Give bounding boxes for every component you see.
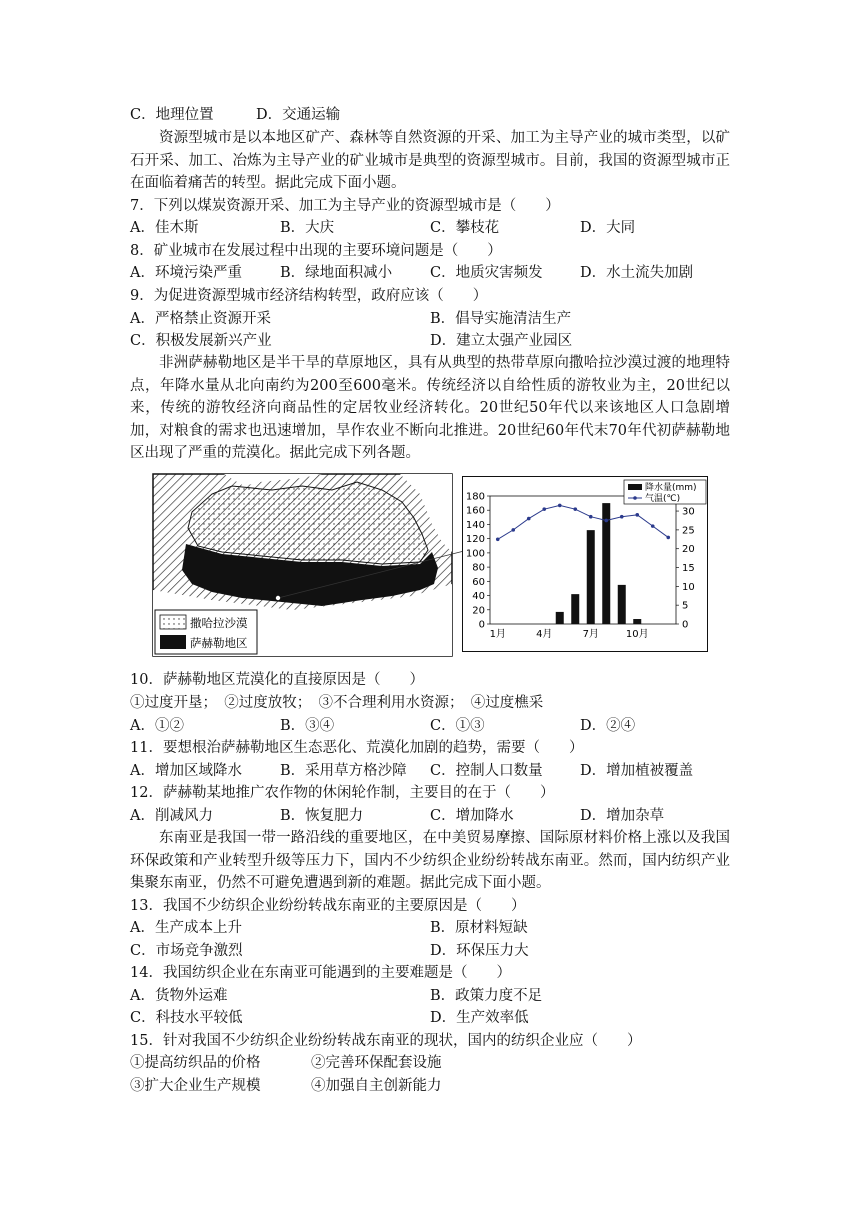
y-left-tick-label: 100 — [465, 548, 485, 560]
passage-southeast-asia: 东南亚是我国一带一路沿线的重要地区，在中美贸易摩擦、国际原材料价格上涨以及我国环保政策和产业转型升级等压力下，国内不少纺织企业纷纷转战东南亚。然而，国内纺织产业集聚东南亚，仍然不可避免遭遇到新的难题。据此完成下面小题。 — [130, 830, 730, 891]
q12-stem: 12．萨赫勒某地推广农作物的休闲轮作制，主要目的在于（ ） — [130, 785, 555, 801]
q7-stem: 7．下列以煤炭资源开采、加工为主导产业的资源型城市是（ ） — [130, 198, 560, 214]
q7-option-b: B．大庆 — [280, 220, 335, 236]
q13-option-d: D．环保压力大 — [430, 943, 529, 959]
q13-option-b: B．原材料短缺 — [430, 920, 528, 936]
y-right-tick-label: 10 — [682, 581, 695, 593]
temperature-point — [635, 513, 639, 517]
temperature-point — [620, 515, 624, 519]
q8-option-b: B．绿地面积减小 — [280, 265, 393, 281]
q9-stem: 9．为促进资源型城市经济结构转型，政府应该（ ） — [130, 288, 488, 304]
q11-option-b: B．采用草方格沙障 — [280, 763, 407, 779]
figure-map-and-climate-chart — [152, 472, 708, 658]
q15-item-2: ②完善环保配套设施 — [311, 1055, 442, 1071]
y-left-tick-label: 160 — [465, 505, 485, 517]
q9-option-b: B．倡导实施清洁生产 — [430, 311, 572, 327]
q13-stem: 13．我国不少纺织企业纷纷转战东南亚的主要原因是（ ） — [130, 898, 526, 914]
passage-resource-cities: 资源型城市是以本地区矿产、森林等自然资源的开采、加工为主导产业的城市类型，以矿石开采、加工、冶炼为主导产业的矿业城市是典型的资源型城市。目前，我国的资源型城市正在面临着痛苦的转型。据此完成下面小题。 — [130, 130, 730, 191]
q11-option-c: C．控制人口数量 — [430, 763, 543, 779]
y-left-tick-label: 80 — [472, 562, 485, 574]
y-right-tick-label: 25 — [682, 525, 695, 537]
station-marker — [276, 596, 280, 600]
q9-option-d: D．建立太强产业园区 — [430, 333, 573, 349]
y-left-tick-label: 120 — [465, 534, 485, 546]
prev-option-c: C．地理位置 — [130, 107, 214, 123]
legend-precip-label: 降水量(mm) — [645, 483, 697, 493]
q14-stem: 14．我国纺织企业在东南亚可能遇到的主要难题是（ ） — [130, 965, 511, 981]
y-right-tick-label: 5 — [682, 600, 689, 612]
temperature-point — [511, 528, 515, 532]
precip-bar — [618, 585, 626, 624]
q12-option-a: A．削减风力 — [130, 808, 213, 824]
x-tick-label: 1月 — [489, 629, 506, 640]
q13-option-c: C．市场竞争激烈 — [130, 943, 243, 959]
y-right-tick-label: 30 — [682, 506, 695, 518]
legend-temp-marker — [633, 496, 637, 500]
legend-precip-swatch — [628, 484, 642, 490]
legend-desert-swatch — [160, 615, 186, 629]
q10-option-d: D．②④ — [580, 718, 636, 734]
q7-option-a: A．佳木斯 — [130, 220, 199, 236]
q9-option-a: A．严格禁止资源开采 — [130, 311, 271, 327]
q11-stem: 11．要想根治萨赫勒地区生态恶化、荒漠化加剧的趋势，需要（ ） — [130, 740, 584, 756]
q14-option-b: B．政策力度不足 — [430, 988, 543, 1004]
q14-option-d: D．生产效率低 — [430, 1010, 529, 1026]
q8-option-c: C．地质灾害频发 — [430, 265, 543, 281]
q8-option-d: D．水土流失加剧 — [580, 265, 694, 281]
x-tick-label: 10月 — [625, 629, 649, 640]
q10-stem: 10．萨赫勒地区荒漠化的直接原因是（ ） — [130, 672, 424, 688]
x-tick-label: 4月 — [536, 629, 553, 640]
y-left-tick-label: 60 — [472, 576, 485, 588]
passage-sahel: 非洲萨赫勒地区是半干旱的草原地区，具有从典型的热带草原向撒哈拉沙漠过渡的地理特点，年降水量从北向南约为200至600毫米。传统经济以自给性质的游牧业为主，20世纪以来，传统的游牧经济向商品性的定居牧业经济转化。20世纪50年代以来该地区人口急剧增加，对粮食的需求也迅速增加，旱作农业不断向北推进。20世纪60年代末70年代初萨赫勒地区出现了严重的荒漠化。据此完成下列各题。 — [130, 355, 730, 461]
q10-option-a: A．①② — [130, 718, 184, 734]
precip-bar — [633, 619, 641, 624]
temperature-point — [542, 507, 546, 511]
q7-option-c: C．攀枝花 — [430, 220, 500, 236]
temperature-point — [496, 537, 500, 541]
legend-temp-label: 气温(℃) — [645, 494, 681, 504]
legend-sahel-swatch — [160, 635, 186, 649]
q8-stem: 8．矿业城市在发展过程中出现的主要环境问题是（ ） — [130, 243, 502, 259]
y-left-tick-label: 180 — [465, 491, 485, 503]
temperature-point — [651, 524, 655, 528]
q12-option-d: D．增加杂草 — [580, 808, 665, 824]
x-tick-label: 7月 — [582, 629, 599, 640]
y-left-tick-label: 140 — [465, 519, 485, 531]
legend-desert-label: 撒哈拉沙漠 — [190, 616, 248, 630]
y-right-tick-label: 0 — [682, 619, 689, 631]
temperature-point — [604, 519, 608, 523]
q10-items: ①过度开垦； ②过度放牧； ③不合理利用水资源； ④过度樵采 — [130, 695, 544, 711]
temperature-point — [573, 507, 577, 511]
q15-item-4: ④加强自主创新能力 — [311, 1078, 442, 1094]
q14-option-a: A．货物外运难 — [130, 988, 228, 1004]
precip-bar — [571, 594, 579, 624]
y-left-tick-label: 0 — [478, 619, 485, 631]
q13-option-a: A．生产成本上升 — [130, 920, 242, 936]
prev-option-d: D．交通运输 — [256, 107, 341, 123]
precip-bar — [556, 612, 564, 624]
q15-item-1: ①提高纺织品的价格 — [130, 1055, 261, 1071]
precip-bar — [587, 530, 595, 624]
y-left-tick-label: 20 — [472, 605, 485, 617]
q12-option-b: B．恢复肥力 — [280, 808, 364, 824]
q14-option-c: C．科技水平较低 — [130, 1010, 243, 1026]
temperature-point — [558, 504, 562, 508]
q15-item-3: ③扩大企业生产规模 — [130, 1078, 261, 1094]
q7-option-d: D．大同 — [580, 220, 636, 236]
temperature-point — [589, 515, 593, 519]
q11-option-d: D．增加植被覆盖 — [580, 763, 694, 779]
q9-option-c: C．积极发展新兴产业 — [130, 333, 272, 349]
y-right-tick-label: 15 — [682, 563, 695, 575]
q10-option-b: B．③④ — [280, 718, 335, 734]
y-right-tick-label: 20 — [682, 544, 695, 556]
q15-stem: 15．针对我国不少纺织企业纷纷转战东南亚的现状，国内的纺织企业应（ ） — [130, 1033, 642, 1049]
q12-option-c: C．增加降水 — [430, 808, 514, 824]
temperature-point — [527, 517, 531, 521]
climate-chart — [462, 476, 708, 652]
temperature-point — [666, 536, 670, 540]
q8-option-a: A．环境污染严重 — [130, 265, 242, 281]
y-left-tick-label: 40 — [472, 591, 485, 603]
q11-option-a: A．增加区域降水 — [130, 763, 242, 779]
legend-sahel-label: 萨赫勒地区 — [190, 636, 248, 650]
q10-option-c: C．①③ — [430, 718, 485, 734]
